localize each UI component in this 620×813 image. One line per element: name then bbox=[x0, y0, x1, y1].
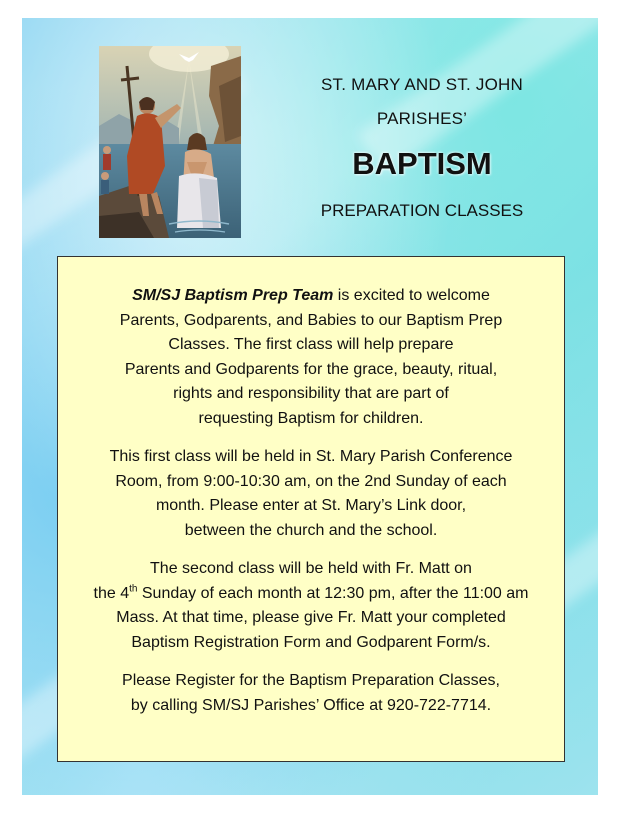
second-class-line: Mass. At that time, please give Fr. Matt your completed bbox=[116, 609, 506, 626]
page-title: BAPTISM bbox=[352, 146, 492, 181]
second-class-paragraph bbox=[58, 557, 564, 655]
register-paragraph bbox=[58, 669, 564, 718]
baptism-of-christ-painting bbox=[99, 46, 241, 238]
intro-line: is excited to welcome bbox=[333, 287, 490, 304]
register-line: Please Register for the Baptism Preparation Classes, bbox=[122, 672, 500, 689]
info-panel bbox=[57, 256, 565, 762]
second-class-line: The second class will be held with Fr. Matt on bbox=[150, 560, 472, 577]
register-phone-line: by calling SM/SJ Parishes’ Office at 920-722-7714. bbox=[130, 696, 492, 714]
second-class-line: Baptism Registration Form and Godparent Form/s. bbox=[131, 633, 491, 651]
flyer bbox=[22, 18, 598, 795]
first-class-line: between the church and the school. bbox=[184, 521, 438, 539]
first-class-line: month. Please enter at St. Mary’s Link door, bbox=[155, 497, 467, 514]
first-class-paragraph bbox=[58, 445, 564, 543]
ordinal-suffix: th bbox=[129, 583, 138, 595]
parishes-name-line2: PARISHES’ bbox=[376, 109, 468, 128]
intro-line: Parents, Godparents, and Babies to our Baptism Prep bbox=[119, 311, 503, 329]
intro-line: requesting Baptism for children. bbox=[198, 409, 424, 427]
first-class-line: This first class will be held in St. Mary Parish Conference bbox=[109, 448, 513, 465]
intro-line: rights and responsibility that are part of bbox=[173, 385, 449, 402]
intro-line: Parents and Godparents for the grace, beauty, ritual, bbox=[124, 360, 498, 378]
intro-paragraph bbox=[58, 284, 564, 431]
second-class-line: the 4 bbox=[93, 584, 130, 602]
team-name: SM/SJ Baptism Prep Team bbox=[132, 287, 334, 304]
parishes-name-line1: ST. MARY AND ST. JOHN bbox=[321, 75, 523, 94]
first-class-line: Room, from 9:00-10:30 am, on the 2nd Sunday of each bbox=[115, 472, 507, 490]
page-subtitle: PREPARATION CLASSES bbox=[320, 201, 524, 220]
flyer-header bbox=[292, 68, 552, 228]
intro-line: Classes. The first class will help prepare bbox=[168, 336, 454, 353]
second-class-line: Sunday of each month at 12:30 pm, after the 11:00 am bbox=[137, 584, 529, 602]
